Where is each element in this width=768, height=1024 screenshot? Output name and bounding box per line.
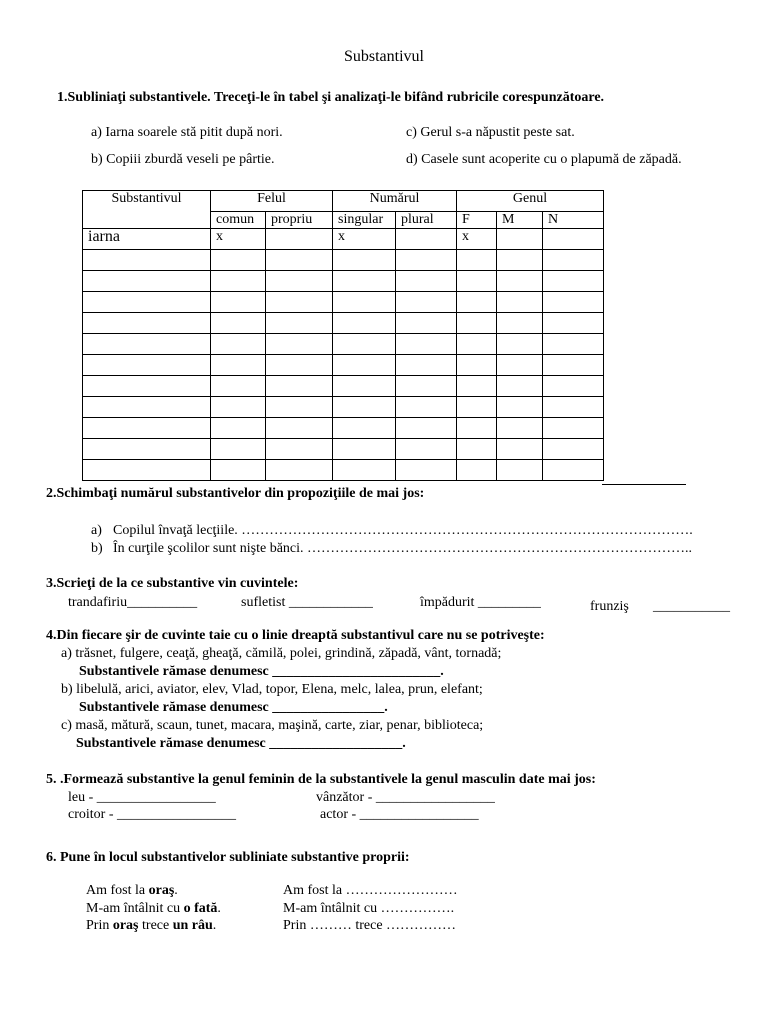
table-cell[interactable] <box>396 271 457 292</box>
ex2-label-a: a) <box>91 523 102 538</box>
header-singular: singular <box>333 212 396 229</box>
ex3-word-sufletist[interactable]: sufletist ____________ <box>241 595 373 610</box>
table-cell[interactable] <box>457 292 497 313</box>
table-cell[interactable] <box>333 271 396 292</box>
table-cell[interactable] <box>266 418 333 439</box>
ex5-leu[interactable]: leu - _________________ <box>68 790 216 805</box>
table-cell[interactable] <box>83 250 211 271</box>
table-cell[interactable] <box>211 250 266 271</box>
table-cell[interactable] <box>83 313 211 334</box>
ex4-list-b: b) libelulă, arici, aviator, elev, Vlad, topor, Elena, melc, lalea, prun, elefant; <box>61 682 483 697</box>
table-cell[interactable] <box>333 418 396 439</box>
ex3-word-impadurit[interactable]: împădurit _________ <box>420 595 541 610</box>
ex2-sentence-a[interactable]: Copilul învaţă lecţiile. ……………………………………………………………………………………. <box>113 523 693 538</box>
table-cell[interactable] <box>396 334 457 355</box>
table-cell[interactable] <box>497 376 543 397</box>
table-cell[interactable] <box>497 418 543 439</box>
table-cell[interactable] <box>396 376 457 397</box>
table-cell[interactable] <box>83 439 211 460</box>
cell-plural[interactable] <box>396 229 457 250</box>
table-cell[interactable] <box>543 439 604 460</box>
cell-singular[interactable]: x <box>333 229 396 250</box>
table-cell[interactable] <box>211 292 266 313</box>
table-cell[interactable] <box>333 292 396 313</box>
table-cell[interactable] <box>266 250 333 271</box>
cell-comun[interactable]: x <box>211 229 266 250</box>
table-cell[interactable] <box>543 271 604 292</box>
cell-m[interactable] <box>497 229 543 250</box>
ex1-sentence-c: c) Gerul s-a năpustit peste sat. <box>406 125 575 140</box>
table-cell[interactable] <box>211 313 266 334</box>
table-cell[interactable] <box>457 376 497 397</box>
table-cell[interactable] <box>211 439 266 460</box>
table-cell[interactable] <box>497 250 543 271</box>
cell-f[interactable]: x <box>457 229 497 250</box>
table-row <box>83 439 604 460</box>
table-cell[interactable] <box>396 250 457 271</box>
table-cell[interactable] <box>266 271 333 292</box>
table-cell[interactable] <box>83 376 211 397</box>
table-cell[interactable] <box>83 418 211 439</box>
header-substantivul: Substantivul <box>83 191 211 229</box>
table-cell[interactable] <box>543 418 604 439</box>
header-f: F <box>457 212 497 229</box>
ex6-s3-noun2: un râu <box>172 918 213 933</box>
table-cell[interactable] <box>396 397 457 418</box>
cell-substantiv[interactable]: iarna <box>83 229 211 250</box>
table-cell[interactable] <box>543 397 604 418</box>
ex6-s3-post: . <box>212 918 217 933</box>
page-title: Substantivul <box>343 48 424 65</box>
ex5-vanzator[interactable]: vânzător - _________________ <box>316 790 495 805</box>
table-cell[interactable] <box>211 334 266 355</box>
cell-propriu[interactable] <box>266 229 333 250</box>
ex3-heading: 3.Scrieţi de la ce substantive vin cuvintele: <box>46 576 299 591</box>
ex2-sentence-b[interactable]: În curţile şcolilor sunt nişte bănci. ……………………………………………………………………….. <box>113 541 693 556</box>
table-cell[interactable] <box>497 460 543 481</box>
table-cell[interactable] <box>333 334 396 355</box>
table-cell[interactable] <box>396 355 457 376</box>
ex3-word-trandafiriu[interactable]: trandafiriu__________ <box>68 595 198 610</box>
table-cell[interactable] <box>457 439 497 460</box>
table-cell[interactable] <box>266 313 333 334</box>
table-cell[interactable] <box>396 460 457 481</box>
ex6-s1-pre: Am fost la <box>86 883 149 898</box>
ex3-answer-frunzis[interactable]: ___________ <box>653 599 730 614</box>
table-cell[interactable] <box>83 355 211 376</box>
ex6-s3-mid: trece <box>138 918 173 933</box>
table-cell[interactable] <box>543 292 604 313</box>
table-row <box>83 355 604 376</box>
table-cell[interactable] <box>83 292 211 313</box>
header-m: M <box>497 212 543 229</box>
table-cell[interactable] <box>83 397 211 418</box>
ex6-answer-3[interactable]: Prin ……… trece …………… <box>283 918 457 933</box>
table-row <box>83 334 604 355</box>
table-cell[interactable] <box>266 397 333 418</box>
ex4-remaining-b[interactable]: Substantivele rămase denumesc ________________. <box>79 700 388 715</box>
table-row <box>83 460 604 481</box>
table-cell[interactable] <box>333 313 396 334</box>
ex6-s3-noun1: oraş <box>112 918 139 933</box>
ex4-heading: 4.Din fiecare şir de cuvinte taie cu o linie dreaptă substantivul care nu se potriveşte: <box>46 628 545 643</box>
table-cell[interactable] <box>266 355 333 376</box>
ex6-s2-post: . <box>217 901 221 916</box>
table-row <box>83 376 604 397</box>
table-row <box>83 271 604 292</box>
ex1-sentence-a: a) Iarna soarele stă pitit după nori. <box>91 125 283 140</box>
cell-n[interactable] <box>543 229 604 250</box>
table-cell[interactable] <box>497 355 543 376</box>
table-cell[interactable] <box>457 397 497 418</box>
table-cell[interactable] <box>497 313 543 334</box>
ex1-sentence-d: d) Casele sunt acoperite cu o plapumă de zăpadă. <box>406 152 682 167</box>
table-cell[interactable] <box>457 355 497 376</box>
ex4-remaining-c[interactable]: Substantivele rămase denumesc ___________________. <box>76 736 406 751</box>
table-cell[interactable] <box>457 271 497 292</box>
ex6-answer-1[interactable]: Am fost la …………………… <box>283 883 458 898</box>
table-cell[interactable] <box>333 250 396 271</box>
table-cell[interactable] <box>266 376 333 397</box>
ex6-s3-pre: Prin <box>86 918 113 933</box>
table-row <box>83 397 604 418</box>
table-cell[interactable] <box>497 397 543 418</box>
table-cell[interactable] <box>211 418 266 439</box>
table-row <box>83 313 604 334</box>
table-cell[interactable] <box>266 460 333 481</box>
ex2-heading: 2.Schimbaţi numărul substantivelor din propoziţiile de mai jos: <box>46 486 425 501</box>
table-cell[interactable] <box>211 460 266 481</box>
table-row <box>83 229 604 250</box>
ex2-label-b: b) <box>91 541 103 556</box>
table-cell[interactable] <box>333 460 396 481</box>
table-cell[interactable] <box>266 334 333 355</box>
table-cell[interactable] <box>396 418 457 439</box>
table-cell[interactable] <box>457 313 497 334</box>
table-cell[interactable] <box>333 397 396 418</box>
table-cell[interactable] <box>543 376 604 397</box>
table-trailing-line <box>602 484 686 485</box>
header-genul: Genul <box>457 191 604 212</box>
table-cell[interactable] <box>396 313 457 334</box>
table-row <box>83 418 604 439</box>
table-row <box>83 250 604 271</box>
table-cell[interactable] <box>83 334 211 355</box>
ex5-heading: 5. .Formează substantive la genul feminin de la substantivele la genul masculin date mai jos: <box>46 772 596 787</box>
header-comun: comun <box>211 212 266 229</box>
ex6-s2-noun: o fată <box>183 901 218 916</box>
ex1-sentence-b: b) Copiii zburdă veseli pe pârtie. <box>91 152 275 167</box>
table-cell[interactable] <box>457 250 497 271</box>
table-cell[interactable] <box>83 271 211 292</box>
ex6-sentence-2 <box>86 901 221 917</box>
ex6-answer-2[interactable]: M-am întâlnit cu ……………. <box>283 901 455 916</box>
table-cell[interactable] <box>396 439 457 460</box>
table-cell[interactable] <box>543 250 604 271</box>
header-plural: plural <box>396 212 457 229</box>
table-cell[interactable] <box>211 397 266 418</box>
table-cell[interactable] <box>543 334 604 355</box>
table-cell[interactable] <box>333 376 396 397</box>
header-n: N <box>543 212 604 229</box>
table-cell[interactable] <box>497 439 543 460</box>
header-propriu: propriu <box>266 212 333 229</box>
table-cell[interactable] <box>396 292 457 313</box>
ex6-s1-noun: oraş <box>148 883 175 898</box>
ex5-croitor[interactable]: croitor - _________________ <box>68 807 236 822</box>
table-cell[interactable] <box>457 418 497 439</box>
header-numarul: Numărul <box>333 191 457 212</box>
table-cell[interactable] <box>211 355 266 376</box>
table-row <box>83 292 604 313</box>
table-cell[interactable] <box>457 460 497 481</box>
table-cell[interactable] <box>497 334 543 355</box>
table-cell[interactable] <box>211 376 266 397</box>
ex4-remaining-a[interactable]: Substantivele rămase denumesc ________________________. <box>79 664 444 679</box>
table-cell[interactable] <box>543 313 604 334</box>
table-cell[interactable] <box>211 271 266 292</box>
ex3-word-frunzis: frunziş <box>590 599 629 614</box>
analysis-table <box>82 190 604 481</box>
table-cell[interactable] <box>497 271 543 292</box>
ex6-s1-post: . <box>174 883 178 898</box>
header-felul: Felul <box>211 191 333 212</box>
ex6-heading: 6. Pune în locul substantivelor subliniate substantive proprii: <box>46 850 410 865</box>
table-cell[interactable] <box>266 292 333 313</box>
ex1-heading: 1.Subliniaţi substantivele. Treceţi-le în tabel şi analizaţi-le bifând rubricile corespunzătoare. <box>57 90 605 105</box>
table-cell[interactable] <box>83 460 211 481</box>
ex4-list-a: a) trăsnet, fulgere, ceaţă, gheaţă, cămilă, polei, grindină, zăpadă, vânt, tornadă; <box>61 646 502 661</box>
table-cell[interactable] <box>543 355 604 376</box>
ex4-list-c: c) masă, mătură, scaun, tunet, macara, maşină, carte, ziar, penar, biblioteca; <box>61 718 484 733</box>
ex6-s2-pre: M-am întâlnit cu <box>86 901 184 916</box>
table-cell[interactable] <box>497 292 543 313</box>
ex5-actor[interactable]: actor - _________________ <box>320 807 479 822</box>
ex6-sentence-1 <box>86 883 178 899</box>
table-cell[interactable] <box>457 334 497 355</box>
table-cell[interactable] <box>333 439 396 460</box>
table-cell[interactable] <box>333 355 396 376</box>
table-cell[interactable] <box>266 439 333 460</box>
table-cell[interactable] <box>543 460 604 481</box>
ex6-sentence-3 <box>86 918 216 934</box>
